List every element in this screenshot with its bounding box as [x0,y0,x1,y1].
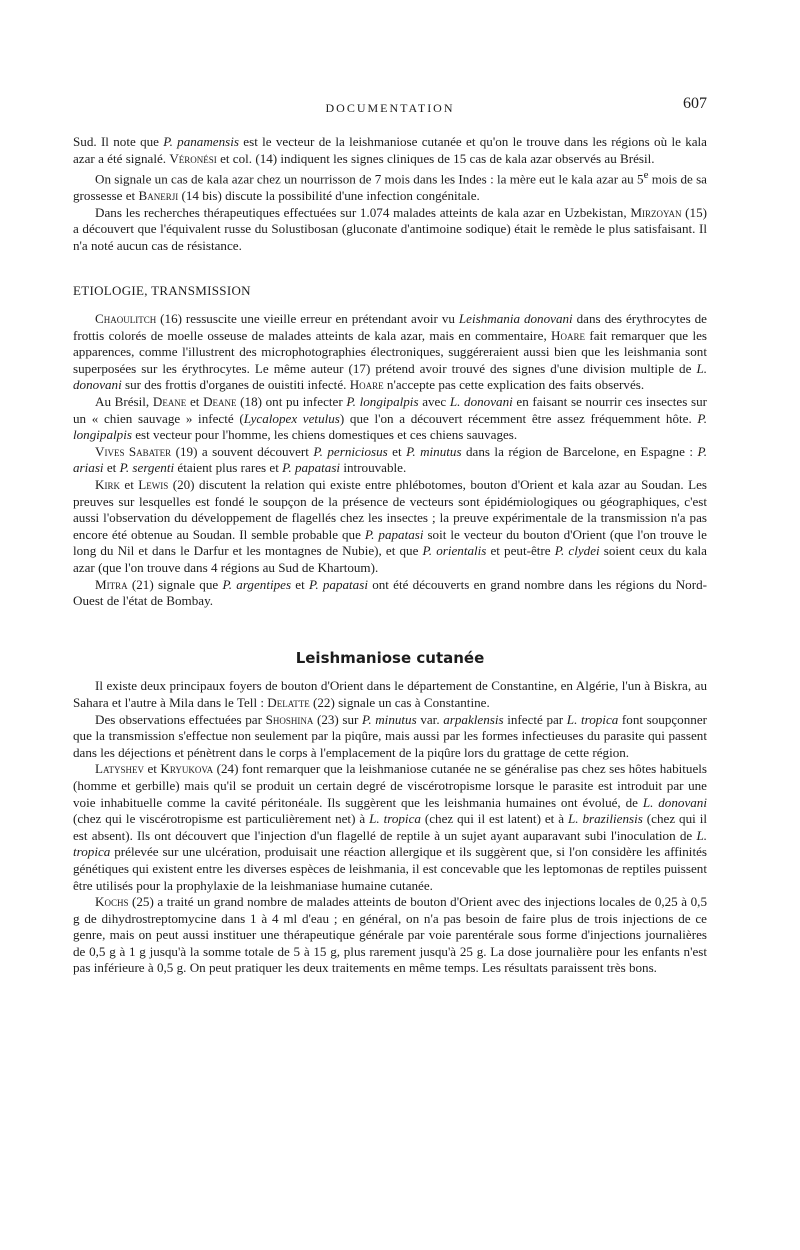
text-run: étaient plus rares et [174,460,283,476]
author-name: Kryukova [160,761,214,777]
author-name: Chaoulitch [95,311,157,327]
text-run: n'accepte pas cette explication des faits observés. [383,377,645,393]
text-run: (21) signale que [127,576,223,592]
text-run: (chez qui il est latent) et à [420,811,568,827]
text-run: mois de sa grossesse et [73,171,707,204]
species-name: P. papatasi [282,460,341,476]
text-run: sur des frottis d'organes de ouistiti infecté. [121,377,350,393]
text-run: et [119,477,139,493]
text-run: et col. (14) indiquent les signes cliniques de 15 cas de kala azar observés au Brésil. [216,150,655,166]
author-name: Deane [203,394,237,410]
species-name: P. perniciosus [313,443,388,459]
species-name: L. tropica [73,827,707,860]
author-name: Vives Sabater [95,443,172,459]
text-run: ) que l'on a découvert récemment être assez fréquemment hôte. [339,410,698,426]
text-run: et [387,443,407,459]
paragraph [73,894,707,977]
paragraph [73,678,707,711]
paragraph [73,761,707,894]
author-name: Deane [152,394,187,410]
text-run: (18) ont pu infecter [236,394,347,410]
paragraph [73,134,707,167]
text-run: et [291,576,310,592]
species-name: P. panamensis [163,134,239,149]
text-run: est vecteur pour l'homme, les chiens domestiques et ces chiens sauvages. [131,427,518,443]
text-run: (24) font remarquer que la leishmaniose cutanée ne se généralise pas chez ses hôtes habituels (homme et gerbille) mais qu'il se produit un certain degré de viscérotropisme lorsque le parasite est introduit par une voie inhabituelle comme la cavité péritonéale. Ils suggèrent que les leishmania humaines ont évolué, de [73,761,707,810]
species-name: P. minutus [362,711,417,727]
text-run: et [144,761,161,777]
document-page [73,96,707,977]
author-name: Shoshina [265,711,314,727]
paragraph [73,712,707,762]
author-name: Hoare [551,327,586,343]
author-name: Mitra [95,576,128,592]
text-run: (15) a découvert que l'équivalent russe du Solustibosan (gluconate d'antimoine sodique) était le remède le plus satisfaisant. Il n'a noté aucun cas de résistance. [73,204,708,253]
paragraph [73,444,707,477]
species-name: L. donovani [642,794,707,810]
author-name: Lewis [138,477,169,493]
paragraph [73,577,707,610]
text-run: var. [416,711,444,727]
author-name: Delatte [267,694,310,710]
paragraph [73,394,707,444]
text-run: dans la région de Barcelone, en Espagne : [461,443,698,459]
author-name: Latyshev [95,761,144,777]
text-run: dans des érythrocytes de frottis colorés de moelle osseuse de malades atteints de kala azar, mais en commentaire, [73,311,707,343]
species-name: L. donovani [449,394,513,410]
superscript: e [643,169,649,182]
text-run: est le vecteur de la leishmaniose cutanée et qu'on le trouve dans les régions où le kala azar a été signalé. [73,134,707,166]
text-run: fait remarquer que les apparences, comme l'illustrent des microphotographies électroniques, suggéreraient aussi bien que les leishmania sont superposées sur les érythrocytes. Le même auteur (17) prétend avoir trouvé des signes d'une division multiple de [73,327,707,376]
species-name: P. orientalis [422,543,487,559]
author-name: Hoare [349,377,384,393]
species-name: P. minutus [406,443,462,459]
text-run: infecté par [503,711,567,727]
text-run: Sud. Il note que [73,134,164,149]
paragraph [73,167,707,205]
author-name: Véronési [169,150,217,166]
species-name: L. tropica [369,811,421,827]
text-run: en faisant se nourrir ces insectes sur un « chien sauvage » infecté ( [73,394,707,426]
species-name: P. papatasi [364,526,424,542]
text-run: (23) sur [313,711,363,727]
text-run: introuvable. [340,460,407,476]
species-name: P. longipalpis [346,394,419,410]
text-run: et [103,460,120,476]
species-name: P. sergenti [119,460,175,476]
paragraph [73,477,707,577]
text-run: (14 bis) discute la possibilité d'une infection congénitale. [178,188,480,204]
text-run: On signale un cas de kala azar chez un nourrisson de 7 mois dans les Indes : la mère eut le kala azar au 5 [95,171,644,187]
species-name: P. clydei [554,543,600,559]
text-run: prélevée sur une ulcération, produisait une réaction allergique et ils suggèrent que, si l'on considère les affinités génétiques qui existent entre les diverses espèces de leishmania, il est concevable que les leptomonas de reptiles puissent être utilisés pour la prophylaxie de la leishmaniase humaine cutanée. [73,844,707,893]
species-name: P. longipalpis [73,410,708,443]
species-name: L. braziliensis [567,811,643,827]
text-run: Au Brésil, [95,394,153,410]
text-run: Il existe deux principaux foyers de bouton d'Orient dans le département de Constantine, en Algérie, l'un à Biskra, au Sahara et l'autre à Mila dans le Tell : [73,678,707,710]
text-run: (20) discutent la relation qui existe entre phlébotomes, bouton d'Orient et kala azar au Soudan. Les preuves sur lesquelles est fondé le soupçon de la présence de vecteurs sont épidémiologiques ou géographiques, c'est aussi l'observation du développement de flagellés chez les insectes ; la preuve expérimentale de la transmission n'a pas encore été obtenue au Soudan. Il semble probable que [73,477,707,542]
text-run: ont été découverts en grand nombre dans les régions du Nord-Ouest de l'état de Bombay. [73,576,707,609]
species-name: Leishmania donovani [458,311,573,327]
text-run: soit le vecteur du bouton d'Orient (que l'on trouve le long du Nil et dans le Darfur et les montagnes de Nubie), et que [73,526,707,559]
species-name: P. ariasi [73,443,708,476]
author-name: Banerji [138,188,179,204]
species-name: P. argentipes [222,576,292,592]
text-run: (25) a traité un grand nombre de malades atteints de bouton d'Orient avec des injections locales de 0,25 à 0,5 g de dihydrostreptomycine dans 1 à 4 ml d'eau ; en général, on n'a pas besoin de faire plus de trois injections de ce genre, mais on peut aussi instituer une thérapeutique générale par voie parentérale sous forme d'injections journalières de 0,5 g à 1 g jusqu'à la somme totale de 5 à 15 g, plus rarement jusqu'à 25 g. La dose journalière pour les enfants n'est pas inférieure à 0,5 g. On peut pratiquer les deux traitements en même temps. Les résultats paraissent très bons. [73,894,707,976]
species-name: P. papatasi [309,576,368,592]
species-name: L. donovani [73,360,707,393]
text-run: et [186,394,204,410]
text-run: font soupçonner que la transmission s'effectue non seulement par la piqûre, mais aussi par les formes infectieuses du parasite qui passent dans les déjections et pénètrent dans le corps à l'emplacement de la piqûre lors du grattage de cette région. [73,711,707,760]
author-name: Mirzoyan [630,204,682,220]
text-run: (19) a souvent découvert [171,443,314,459]
running-title: DOCUMENTATION [325,101,455,115]
text-run: Dans les recherches thérapeutiques effectuées sur 1.074 malades atteints de kala azar en Uzbekistan, [95,204,631,220]
author-name: Kochs [95,894,129,910]
text-run: (16) ressuscite une vieille erreur en prétendant avoir vu [156,311,459,327]
author-name: Kirk [95,477,120,493]
species-name: arpaklensis [443,711,504,727]
section-heading-leishmaniose-cutanee: Leishmaniose cutanée [295,648,485,667]
text-run: avec [418,394,450,410]
text-run: (chez qui le viscérotropisme est particulièrement net) à [73,811,370,827]
running-header [73,96,707,118]
text-run: et peut-être [486,543,555,559]
text-run: soient ceux du kala azar (que l'on trouve dans 4 régions au Sud de Khartoum). [73,543,707,576]
paragraph [73,205,707,255]
text-run: (chez qui il est absent). Ils ont découvert que l'injection d'un flagellé de reptile à un sujet ayant auparavant subi l'inoculation de [73,811,707,843]
page-number: 607 [683,95,707,112]
species-name: L. tropica [566,711,619,727]
paragraph [73,311,707,394]
text-run: (22) signale un cas à Constantine. [309,694,490,710]
text-run: Des observations effectuées par [95,711,266,727]
section-heading-etiologie: ETIOLOGIE, TRANSMISSION [73,282,251,298]
species-name: Lycalopex vetulus [243,410,340,426]
